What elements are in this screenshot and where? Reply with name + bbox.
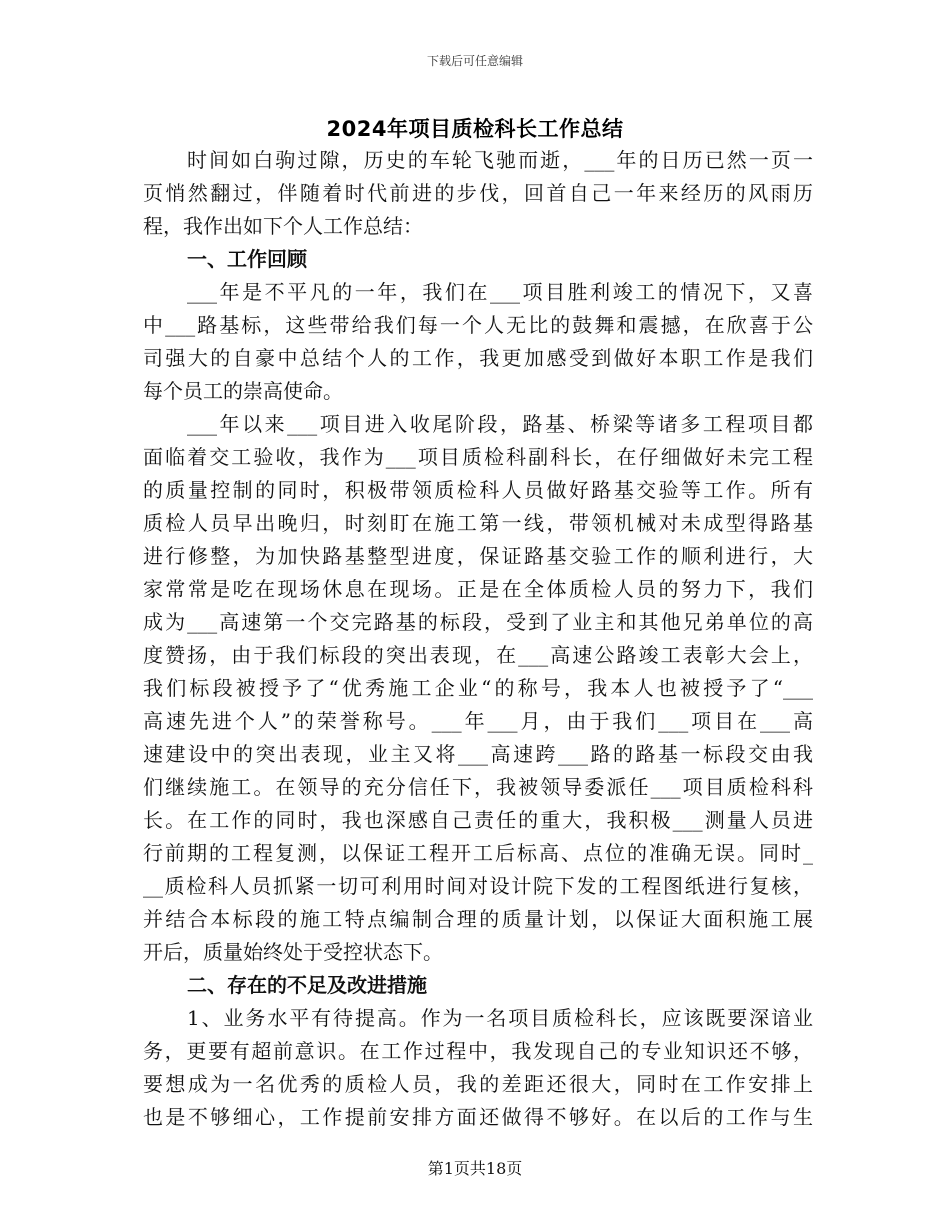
body-line: 开后，质量始终处于受控状态下。 (143, 940, 443, 964)
page-number: 第1页共18页 (427, 1159, 523, 1178)
body-line: 页悄然翻过，伴随着时代前进的步伐，回首自己一年来经历的风雨历 (143, 181, 813, 205)
body-line: 要想成为一名优秀的质检人员，我的差距还很大，同时在工作安排上 (143, 1072, 813, 1096)
section-heading-work-review: 一、工作回顾 (187, 247, 307, 271)
body-line: 程，我作出如下个人工作总结： (143, 214, 423, 238)
body-line: 成为___高速第一个交完路基的标段，受到了业主和其他兄弟单位的高 (143, 610, 813, 634)
body-line: ___年是不平凡的一年，我们在___项目胜利竣工的情况下，又喜 (187, 280, 813, 304)
section-heading-shortcomings: 二、存在的不足及改进措施 (187, 973, 427, 997)
body-line: 面临着交工验收，我作为___项目质检科副科长，在仔细做好未完工程 (143, 445, 813, 469)
body-line: 速建设中的突出表现，业主又将___高速跨___路的路基一标段交由我 (143, 742, 813, 766)
body-line: 并结合本标段的施工特点编制合理的质量计划，以保证大面积施工展 (143, 907, 813, 931)
body-line: 家常常是吃在现场休息在现场。正是在全体质检人员的努力下，我们 (143, 577, 813, 601)
body-line: 务，更要有超前意识。在工作过程中，我发现自己的专业知识还不够， (143, 1039, 813, 1063)
body-line: 中___路基标，这些带给我们每一个人无比的鼓舞和震撼，在欣喜于公 (143, 313, 813, 337)
body-line: 质检人员早出晚归，时刻盯在施工第一线，带领机械对未成型得路基 (143, 511, 813, 535)
body-line: 每个员工的崇高使命。 (143, 379, 343, 403)
body-line: 们继续施工。在领导的充分信任下，我被领导委派任___项目质检科科 (143, 775, 813, 799)
document-body (143, 144, 813, 1134)
body-line: ___年以来___项目进入收尾阶段，路基、桥梁等诸多工程项目都 (187, 412, 813, 436)
body-line: 也是不够细心，工作提前安排方面还做得不够好。在以后的工作与生 (143, 1105, 813, 1129)
body-line: 行前期的工程复测，以保证工程开工后标高、点位的准确无误。同时_ (143, 841, 813, 865)
body-line: 的质量控制的同时，积极带领质检科人员做好路基交验等工作。所有 (143, 478, 813, 502)
download-note: 下载后可任意编辑 (426, 54, 523, 68)
body-line: 时间如白驹过隙，历史的车轮飞驰而逝，___年的日历已然一页一 (187, 148, 813, 172)
body-line: 我们标段被授予了“优秀施工企业“的称号，我本人也被授予了“___ (143, 676, 813, 700)
body-line: 度赞扬，由于我们标段的突出表现，在___高速公路竣工表彰大会上， (143, 643, 813, 667)
body-line: 进行修整，为加快路基整型进度，保证路基交验工作的顺利进行，大 (143, 544, 813, 568)
body-line: 1、业务水平有待提高。作为一名项目质检科长，应该既要深谙业 (187, 1006, 813, 1030)
body-line: __质检科人员抓紧一切可利用时间对设计院下发的工程图纸进行复核， (143, 874, 813, 898)
body-line: 高速先进个人”的荣誉称号。___年___月，由于我们___项目在___高 (143, 709, 813, 733)
body-line: 长。在工作的同时，我也深感自己责任的重大，我积极___测量人员进 (143, 808, 813, 832)
document-title: 2024年项目质检科长工作总结 (326, 117, 624, 141)
body-line: 司强大的自豪中总结个人的工作，我更加感受到做好本职工作是我们 (143, 346, 813, 370)
